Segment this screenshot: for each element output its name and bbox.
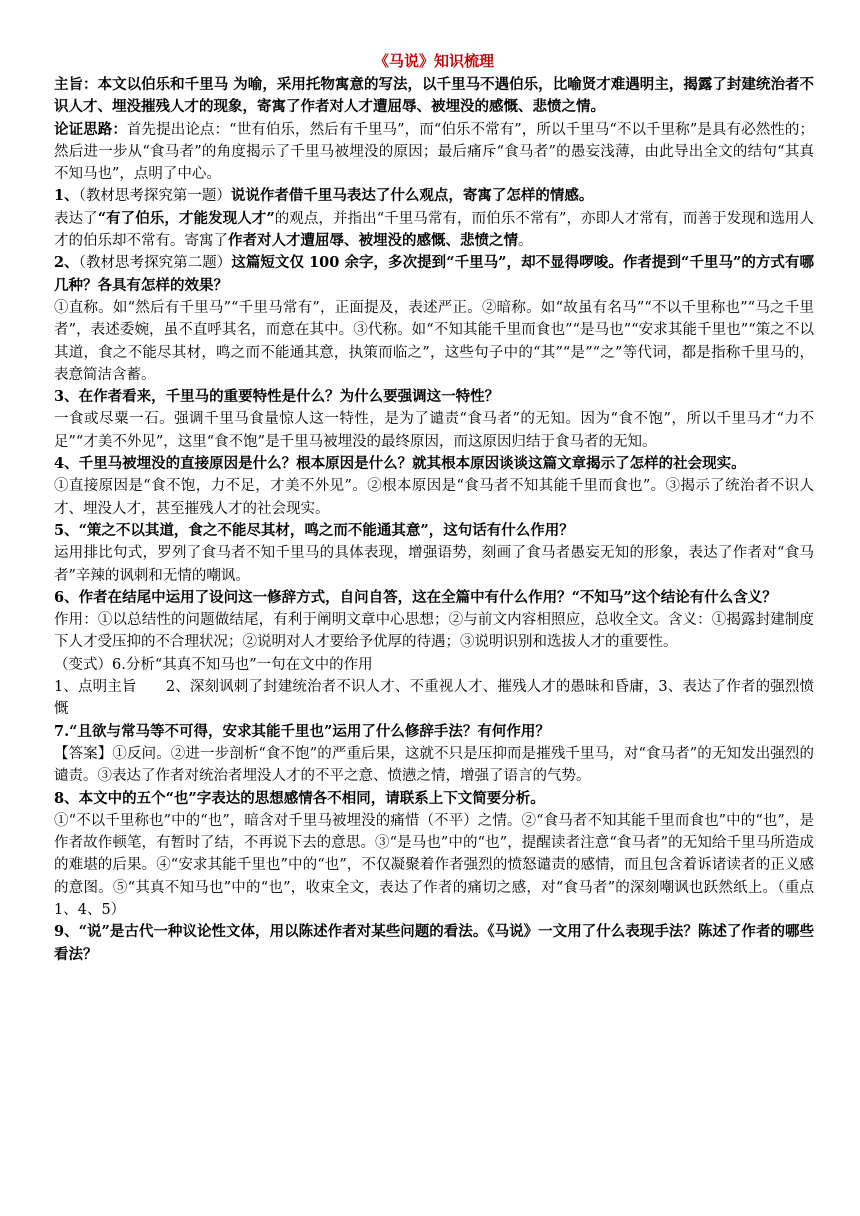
answer-1-part: 。 — [518, 233, 533, 250]
variant-question-6: （变式）6.分析“其真不知马也”一句在文中的作用 — [54, 656, 373, 673]
question-1-number: 1、 — [54, 187, 79, 205]
answer-1 — [54, 208, 814, 253]
answer-6: 作用：①以总结性的问题做结尾，有利于阐明文章中心思想；②与前文内容相照应，总收全文。含义：①揭露封建制度下人才受压抑的不合理状况；②说明对人才要给予优厚的待遇；③说明识别和选拔人才的重要性。 — [54, 612, 814, 651]
question-1-text: 说说作者借千里马表达了什么观点，寄寓了怎样的情感。 — [230, 187, 594, 205]
page-title: 《马说》知识梳理 — [373, 52, 494, 70]
answer-8: ①“不以千里称也”中的“也”，暗含对千里马被埋没的痛惜（不平）之情。②“食马者不知其能千里而食也”中的“也”，是作者故作顿笔，有暂时了结，不再说下去的意思。③“是马也”中的“也”，提醒读者注意“食马者”的无知给千里马所造成的难堪的后果。④“安求其能千里也”中的“也”，不仅凝聚着作者强烈的愤怒谴责的感情，而且包含着诉诸读者的正义感的意图。⑤“其真不知马也”中的“也”，收束全文，表达了作者的痛切之感，对“食马者”的深刻嘲讽也跃然纸上。（重点 1、4、5） — [54, 812, 814, 918]
summary-paragraph — [54, 74, 814, 119]
answer-1-emphasis: “有了伯乐，才能发现人才” — [97, 209, 275, 227]
question-2-text: 这篇短文仅 100 余字，多次提到“千里马”，却不显得啰唆。作者提到“千里马”的方式有哪几种？各具有怎样的效果？ — [54, 254, 815, 294]
question-9: 9、“说”是古代一种议论性文体，用以陈述作者对某些问题的看法。《马说》一文用了什么表现手法？陈述了作者的哪些看法？ — [54, 923, 814, 963]
question-3: 3、在作者看来，千里马的重要特性是什么？为什么要强调这一特性？ — [54, 388, 500, 406]
question-5: 5、“策之不以其道，食之不能尽其材，鸣之而不能通其意”，这句话有什么作用？ — [54, 521, 574, 539]
question-8: 8、本文中的五个“也”字表达的思想感情各不相同，请联系上下文简要分析。 — [54, 789, 545, 807]
answer-4: ①直接原因是“食不饱，力不足，才美不外见”。②根本原因是“食马者不知其能千里而食也”。③揭示了统治者不识人才、埋没人才，甚至摧残人才的社会现实。 — [54, 478, 814, 517]
answer-1-emphasis: 作者对人才遭屈辱、被埋没的感慨、悲愤之情 — [228, 232, 518, 250]
argument-label: 论证思路： — [54, 120, 127, 138]
answer-2: ①直称。如“然后有千里马”“千里马常有”，正面提及，表述严正。②暗称。如“故虽有名马”“不以千里称也”“马之千里者”，表述委婉，虽不直呼其名，而意在其中。③代称。如“不知其能千里而食也”“是马也”“安求其能千里也”“策之不以其道，食之不能尽其材，鸣之而不能通其意，执策而临之”，这些句子中的“其”“是”“之”等代词，都是指称千里马的，表意简洁含蓄。 — [54, 299, 814, 383]
question-2 — [54, 252, 814, 297]
question-2-number: 2、 — [54, 254, 79, 272]
variant-answer-6: 1、点明主旨 2、深刻讽刺了封建统治者不识人才、不重视人才、摧残人才的愚昧和昏庸，3、表达了作者的强烈愤慨 — [54, 679, 814, 718]
answer-7-label: 【答案】 — [54, 745, 113, 762]
question-1-note: （教材思考探究第一题） — [78, 188, 231, 205]
answer-7 — [54, 743, 814, 788]
answer-5: 运用排比句式，罗列了食马者不知千里马的具体表现，增强语势，刻画了食马者愚妄无知的形象，表达了作者对“食马者”辛辣的讽刺和无情的嘲讽。 — [54, 545, 814, 584]
answer-1-part: 的观点，并指出“千里马常有，而伯乐不常有”，亦即人才常有，而善于发现和选用人才的伯乐却不常有。寄寓了 — [54, 210, 814, 250]
question-2-note: （教材思考探究第二题） — [78, 255, 232, 272]
question-7: 7.“且欲与常马等不可得，安求其能千里也”运用了什么修辞手法？有何作用？ — [54, 722, 550, 740]
argument-paragraph — [54, 119, 814, 186]
answer-7-text: ①反问。②进一步剖析“食不饱”的严重后果，这就不只是压抑而是摧残千里马，对“食马者”的无知发出强烈的谴责。③表达了作者对统治者埋没人才的不平之意、愤懑之情，增强了语言的气势。 — [54, 745, 814, 785]
document-page — [54, 50, 814, 966]
argument-text: 首先提出论点：“世有伯乐，然后有千里马”，而“伯乐不常有”，所以千里马“不以千里称”是具有必然性的；然后进一步从“食马者”的角度揭示了千里马被埋没的原因；最后痛斥“食马者”的愚妄浅薄，由此导出全文的结句“其真不知马也”，点明了中心。 — [54, 121, 814, 183]
answer-3: 一食或尽粟一石。强调千里马食量惊人这一特性，是为了谴责“食马者”的无知。因为“食不饱”，所以千里马才“力不足”“才美不外见”，这里“食不饱”是千里马被埋没的最终原因，而这原因归结于食马者的无知。 — [54, 411, 814, 450]
question-4: 4、千里马被埋没的直接原因是什么？根本原因是什么？就其根本原因谈谈这篇文章揭示了怎样的社会现实。 — [54, 455, 746, 473]
question-6: 6、作者在结尾中运用了设问这一修辞方式，自问自答，这在全篇中有什么作用？“不知马”这个结论有什么含义？ — [54, 588, 777, 606]
summary-text: 本文以伯乐和千里马 为喻，采用托物寓意的写法，以千里马不遇伯乐，比喻贤才难遇明主，揭露了封建统治者不识人才、埋没摧残人才的现象，寄寓了作者对人才遭屈辱、被埋没的感慨、悲愤之情。 — [54, 76, 815, 116]
question-1 — [54, 185, 814, 207]
answer-1-part: 表达了 — [54, 210, 98, 227]
summary-label: 主旨： — [54, 76, 98, 93]
